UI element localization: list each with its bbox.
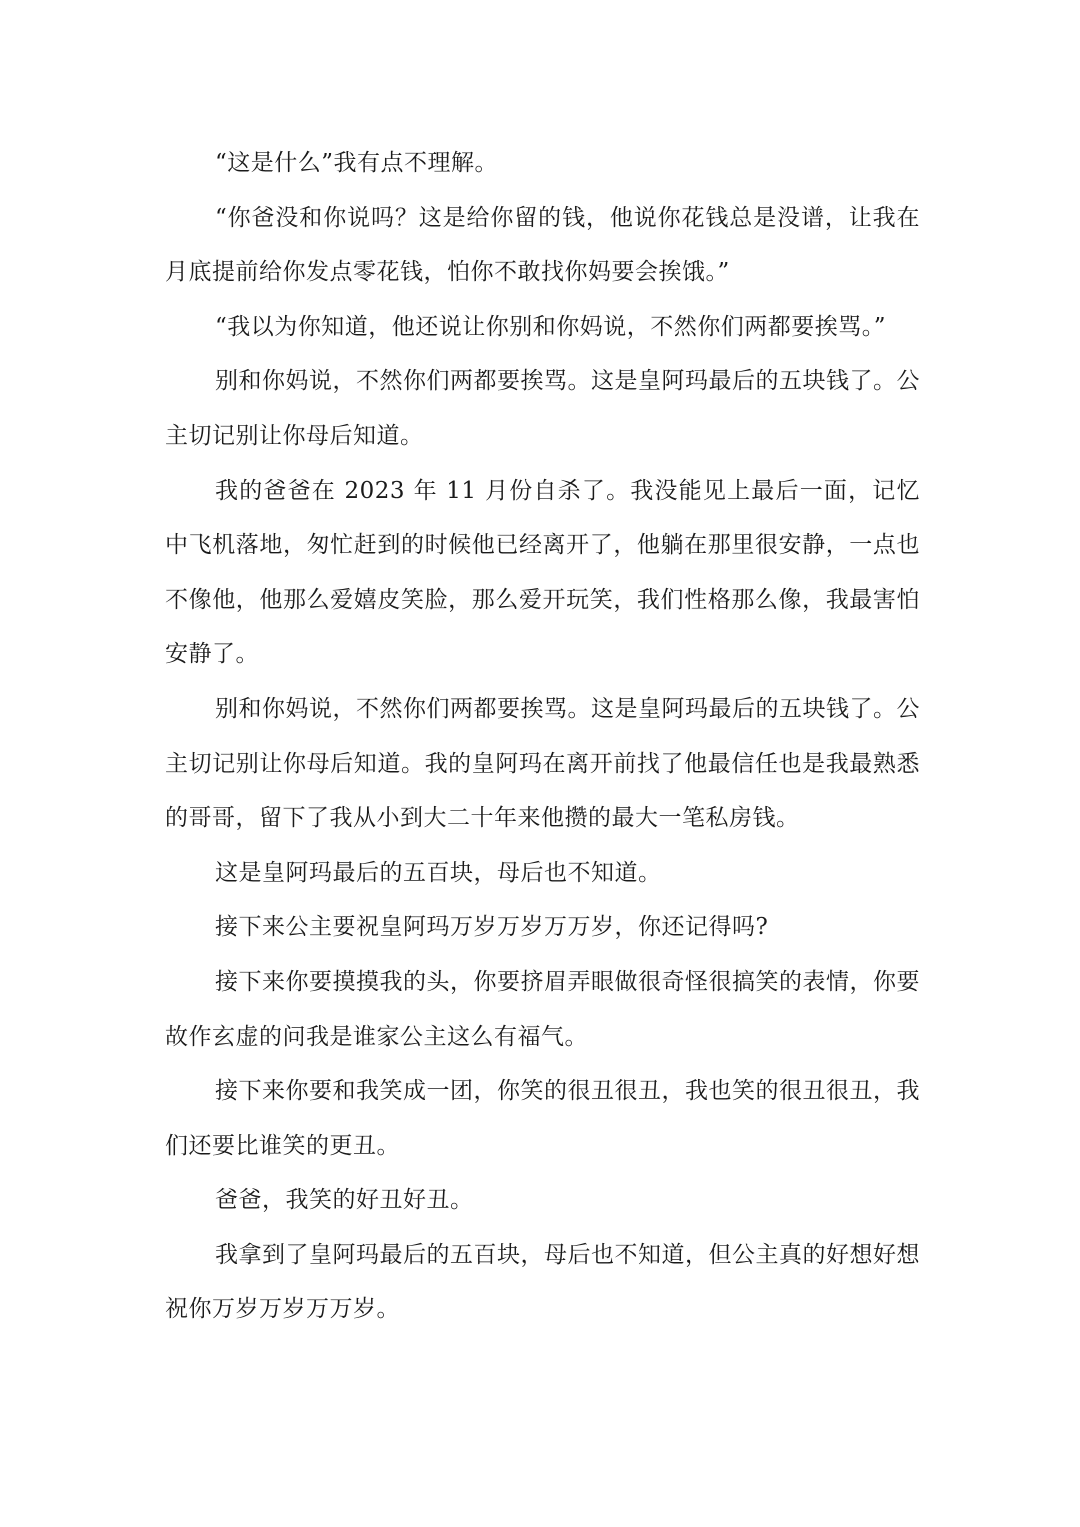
paragraph: 这是皇阿玛最后的五百块，母后也不知道。 xyxy=(215,859,662,886)
document-body xyxy=(165,136,920,1337)
paragraph: “你爸没和你说吗？这是给你留的钱，他说你花钱总是没谱，让我在月底提前给你发点零花钱，怕你不敢找你妈要会挨饿。” xyxy=(165,204,920,286)
paragraph: 我拿到了皇阿玛最后的五百块，母后也不知道，但公主真的好想好想祝你万岁万岁万万岁。 xyxy=(165,1241,920,1323)
paragraph: 我的爸爸在 2023 年 11 月份自杀了。我没能见上最后一面，记忆中飞机落地，匆忙赶到的时候他已经离开了，他躺在那里很安静，一点也不像他，他那么爱嬉皮笑脸，那么爱开玩笑，我们性格那么像，我最害怕安静了。 xyxy=(165,477,920,668)
paragraph: 别和你妈说，不然你们两都要挨骂。这是皇阿玛最后的五块钱了。公主切记别让你母后知道。我的皇阿玛在离开前找了他最信任也是我最熟悉的哥哥，留下了我从小到大二十年来他攒的最大一笔私房钱。 xyxy=(165,695,920,832)
paragraph: 接下来你要和我笑成一团，你笑的很丑很丑，我也笑的很丑很丑，我们还要比谁笑的更丑。 xyxy=(165,1078,920,1159)
paragraph: 别和你妈说，不然你们两都要挨骂。这是皇阿玛最后的五块钱了。公主切记别让你母后知道。 xyxy=(165,368,920,449)
paragraph: 爸爸，我笑的好丑好丑。 xyxy=(215,1187,474,1214)
paragraph: 接下来公主要祝皇阿玛万岁万岁万万岁，你还记得吗? xyxy=(215,914,769,941)
paragraph: “我以为你知道，他还说让你别和你妈说，不然你们两都要挨骂。” xyxy=(215,313,887,340)
paragraph: 接下来你要摸摸我的头，你要挤眉弄眼做很奇怪很搞笑的表情，你要故作玄虚的问我是谁家公主这么有福气。 xyxy=(165,968,920,1050)
paragraph: “这是什么”我有点不理解。 xyxy=(215,150,499,176)
